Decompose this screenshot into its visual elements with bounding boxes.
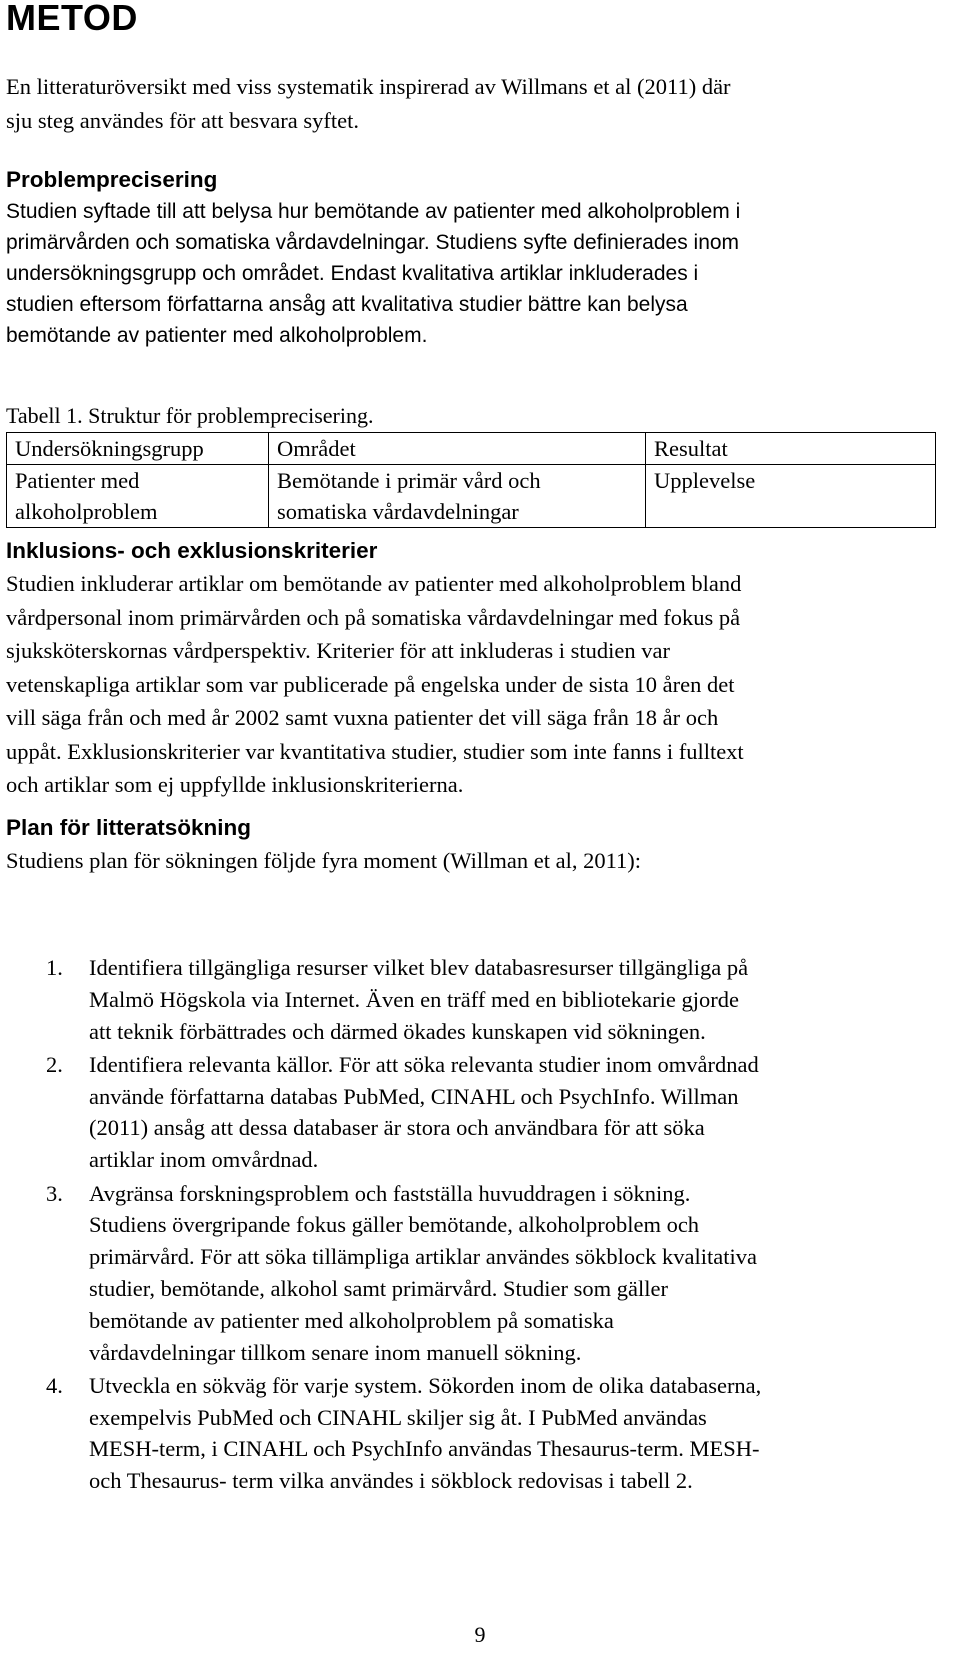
table-cell-group (7, 465, 269, 528)
intro-paragraph (6, 70, 946, 137)
list-number: 4. (46, 1372, 63, 1398)
problem-heading: Problemprecisering (6, 167, 218, 192)
list-item (0, 952, 960, 1047)
problem-paragraph (6, 196, 946, 351)
intro-line: En litteraturöversikt med viss systematik inspirerad av Willmans et al (2011) där (6, 74, 731, 99)
table-caption: Tabell 1. Struktur för problemprecisering. (6, 403, 374, 428)
intro-line: sju steg användes för att besvara syftet. (6, 107, 360, 133)
problem-line: bemötande av patienter med alkoholproblem. (6, 324, 428, 347)
cell-line: somatiska vårdavdelningar (277, 499, 519, 524)
list-line: Identifiera relevanta källor. För att söka relevanta studier inom omvårdnad (89, 1051, 759, 1077)
list-line: Malmö Högskola via Internet. Även en träff med en bibliotekarie gjorde (89, 986, 740, 1012)
table-header-cell: Undersökningsgrupp (7, 433, 269, 465)
list-number: 1. (46, 955, 63, 980)
list-line: primärvård. För att söka tillämpliga artiklar användes sökblock kvalitativa (89, 1244, 757, 1270)
plan-paragraph (6, 844, 946, 878)
list-line: studier, bemötande, alkohol samt primärvård. Studier som gäller (89, 1275, 668, 1301)
plan-line: Studiens plan för sökningen följde fyra moment (Willman et al, 2011): (6, 848, 641, 873)
list-line: MESH-term, i CINAHL och PsychInfo användas Thesaurus-term. MESH- (89, 1436, 760, 1462)
inclusion-line: och artiklar som ej uppfyllde inklusionskriterierna. (6, 772, 464, 797)
list-item (0, 1178, 960, 1369)
list-line: och Thesaurus- term vilka användes i sökblock redovisas i tabell 2. (89, 1468, 693, 1494)
table-cell-area (269, 465, 646, 528)
list-number: 3. (46, 1180, 63, 1206)
list-item (0, 1370, 960, 1497)
list-line: artiklar inom omvårdnad. (89, 1147, 319, 1173)
cell-line: alkoholproblem (15, 499, 158, 524)
inclusion-paragraph (6, 567, 946, 802)
inclusion-line: Studien inkluderar artiklar om bemötande av patienter med alkoholproblem bland (6, 571, 742, 596)
problem-line: Studien syftade till att belysa hur bemötande av patienter med alkoholproblem i (6, 200, 741, 223)
table-header-row (7, 433, 936, 465)
table-header-cell: Resultat (646, 433, 936, 465)
problem-line: undersökningsgrupp och området. Endast kvalitativa artiklar inkluderades i (6, 262, 699, 285)
problem-line: studien eftersom författarna ansåg att kvalitativa studier bättre kan belysa (6, 293, 688, 316)
inclusion-line: sjuksköterskornas vårdperspektiv. Kriterier för att inkluderas i studien var (6, 638, 670, 663)
inclusion-line: vårdpersonal inom primärvården och på somatiska vårdavdelningar med fokus på (6, 604, 741, 630)
inclusion-line: vill säga från och med år 2002 samt vuxna patienter det vill säga från 18 år och (6, 705, 719, 730)
list-line: vårdavdelningar tillkom senare inom manuell sökning. (89, 1339, 582, 1365)
problem-line: primärvården och somatiska vårdavdelningar. Studiens syfte definierades inom (6, 231, 740, 254)
plan-heading: Plan för litteratsökning (6, 815, 252, 840)
list-line: Utveckla en sökväg för varje system. Sökorden inom de olika databaserna, (89, 1372, 762, 1398)
list-line: Avgränsa forskningsproblem och fastställa huvuddragen i sökning. (89, 1180, 691, 1206)
page-number: 9 (474, 1622, 486, 1647)
search-steps-list (0, 952, 960, 1499)
cell-line: Bemötande i primär vård och (277, 468, 541, 493)
section-title: METOD (6, 0, 138, 38)
inclusion-line: vetenskapliga artiklar som var publicerade på engelska under de sista 10 åren det (6, 671, 735, 697)
list-line: använde författarna databas PubMed, CINAHL och PsychInfo. Willman (89, 1083, 739, 1109)
inclusion-heading: Inklusions- och exklusionskriterier (6, 538, 378, 563)
list-line: exempelvis PubMed och CINAHL skiljer sig åt. I PubMed användas (89, 1404, 707, 1430)
table-header-cell: Området (269, 433, 646, 465)
table-cell-result: Upplevelse (646, 465, 936, 528)
list-line: Studiens övergripande fokus gäller bemötande, alkoholproblem och (89, 1212, 700, 1238)
cell-line: Patienter med (15, 468, 140, 493)
list-line: bemötande av patienter med alkoholproblem på somatiska (89, 1307, 614, 1333)
list-item (0, 1049, 960, 1176)
table-row (7, 465, 936, 528)
list-number: 2. (46, 1051, 63, 1077)
list-line: att teknik förbättrades och därmed ökades kunskapen vid sökningen. (89, 1018, 706, 1044)
list-line: (2011) ansåg att dessa databaser är stora och användbara för att söka (89, 1115, 705, 1141)
list-line: Identifiera tillgängliga resurser vilket blev databasresurser tillgängliga på (89, 955, 749, 980)
inclusion-line: uppåt. Exklusionskriterier var kvantitativa studier, studier som inte fanns i fulltext (6, 738, 744, 764)
problem-structure-table (6, 432, 936, 528)
